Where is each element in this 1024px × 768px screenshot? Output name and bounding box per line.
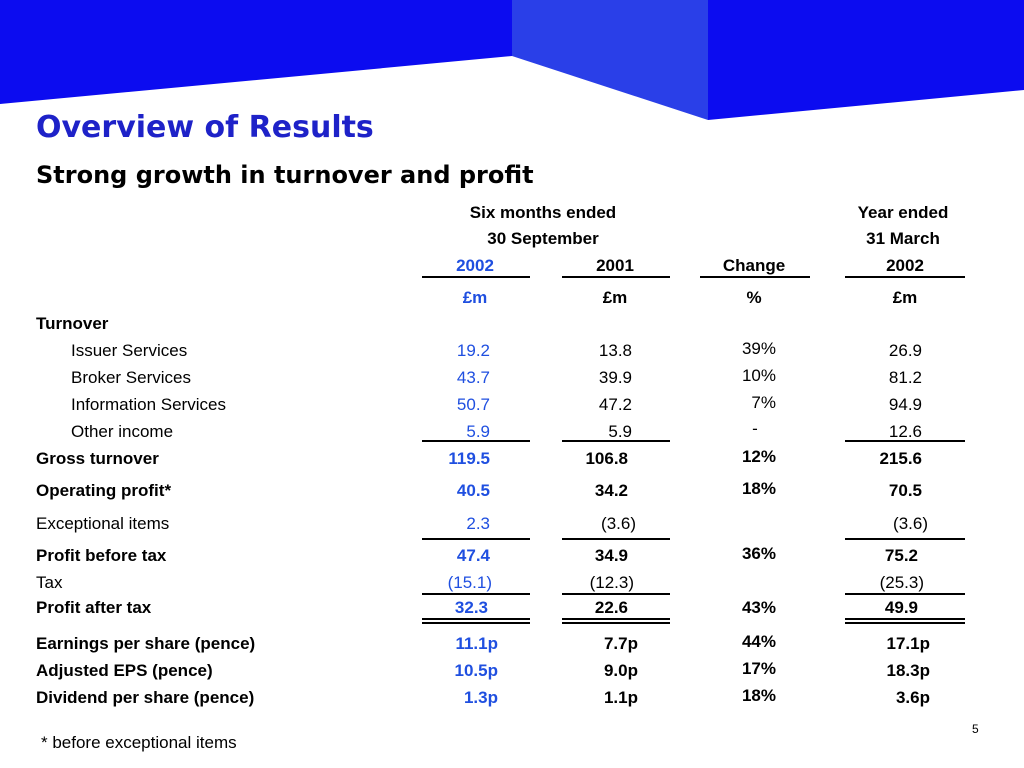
page-subtitle: Strong growth in turnover and profit bbox=[36, 161, 534, 189]
page-title: Overview of Results bbox=[36, 110, 374, 145]
row-label-profit-before-tax: Profit before tax bbox=[36, 546, 167, 565]
col-header-2001: 2001 bbox=[596, 256, 634, 275]
pat-line-year bbox=[845, 593, 965, 595]
value-year-information: 94.9 bbox=[888, 395, 922, 414]
value-2001-information: 47.2 bbox=[598, 395, 632, 414]
header-underline-2001 bbox=[562, 276, 670, 278]
row-label-turnover: Turnover bbox=[36, 314, 109, 333]
banner-right-shape bbox=[708, 0, 1024, 120]
value-year-broker: 81.2 bbox=[888, 368, 922, 387]
value-year-gross: 215.6 bbox=[879, 449, 922, 468]
row-label-exceptional-items: Exceptional items bbox=[36, 514, 170, 533]
value-2001-pbt: 34.9 bbox=[594, 546, 628, 565]
value-2002-gross: 119.5 bbox=[448, 449, 490, 468]
row-label-gross-turnover: Gross turnover bbox=[36, 449, 159, 468]
value-change-eps: 44% bbox=[741, 632, 776, 651]
value-2002-operating-profit: 40.5 bbox=[456, 481, 490, 500]
value-2002-broker: 43.7 bbox=[456, 368, 490, 387]
value-2002-dividend: 1.3p bbox=[463, 688, 498, 707]
value-2002-eps: 11.1p bbox=[455, 634, 498, 653]
value-change-information: 7% bbox=[751, 393, 776, 412]
value-year-eps: 17.1p bbox=[886, 634, 930, 653]
page-number: 5 bbox=[972, 722, 979, 736]
value-2001-tax: (12.3) bbox=[589, 573, 634, 592]
value-2001-pat: 22.6 bbox=[594, 598, 628, 617]
value-2001-operating-profit: 34.2 bbox=[594, 481, 628, 500]
row-label-dividend: Dividend per share (pence) bbox=[36, 688, 255, 707]
row-label-profit-after-tax: Profit after tax bbox=[36, 598, 152, 617]
pbt-line-2002 bbox=[422, 538, 530, 540]
value-2001-exceptional: (3.6) bbox=[601, 514, 636, 533]
unit-2001: £m bbox=[602, 288, 628, 307]
value-2002-other: 5.9 bbox=[466, 422, 490, 441]
value-2002-pat: 32.3 bbox=[454, 598, 488, 617]
header-year-ended-line1: Year ended bbox=[857, 203, 949, 222]
value-2001-other: 5.9 bbox=[608, 422, 632, 441]
row-label-issuer-services: Issuer Services bbox=[71, 341, 188, 360]
col-header-change: Change bbox=[722, 256, 786, 275]
value-2002-exceptional: 2.3 bbox=[466, 514, 490, 533]
header-six-months-line1: Six months ended bbox=[469, 203, 617, 222]
unit-2002: £m bbox=[462, 288, 488, 307]
banner-left-shape bbox=[0, 0, 512, 104]
value-year-dividend: 3.6p bbox=[895, 688, 930, 707]
value-2001-dividend: 1.1p bbox=[603, 688, 638, 707]
value-2001-adjusted-eps: 9.0p bbox=[603, 661, 638, 680]
row-label-other-income: Other income bbox=[71, 422, 174, 441]
value-2001-broker: 39.9 bbox=[598, 368, 632, 387]
pbt-line-year bbox=[845, 538, 965, 540]
header-underline-change bbox=[700, 276, 810, 278]
subtotal-line-2001 bbox=[562, 440, 670, 442]
value-change-pbt: 36% bbox=[741, 544, 776, 563]
subtotal-line-2002 bbox=[422, 440, 530, 442]
pat-line-2002 bbox=[422, 593, 530, 595]
value-year-adjusted-eps: 18.3p bbox=[886, 661, 930, 680]
row-label-operating-profit: Operating profit* bbox=[36, 481, 172, 500]
value-change-gross: 12% bbox=[741, 447, 776, 466]
col-header-year-2002: 2002 bbox=[886, 256, 924, 275]
header-underline-year bbox=[845, 276, 965, 278]
pbt-line-2001 bbox=[562, 538, 670, 540]
value-year-tax: (25.3) bbox=[879, 573, 924, 592]
value-year-operating-profit: 70.5 bbox=[888, 481, 922, 500]
header-six-months-line2: 30 September bbox=[487, 229, 599, 248]
pat-line-2001 bbox=[562, 593, 670, 595]
value-year-pbt: 75.2 bbox=[884, 546, 918, 565]
value-change-pat: 43% bbox=[741, 598, 776, 617]
value-change-other: - bbox=[752, 419, 758, 438]
value-2002-pbt: 47.4 bbox=[456, 546, 490, 565]
value-2002-tax: (15.1) bbox=[447, 573, 492, 592]
value-year-pat: 49.9 bbox=[884, 598, 918, 617]
row-label-adjusted-eps: Adjusted EPS (pence) bbox=[36, 661, 213, 680]
value-change-operating-profit: 18% bbox=[741, 479, 776, 498]
value-2001-issuer: 13.8 bbox=[598, 341, 632, 360]
value-2002-issuer: 19.2 bbox=[456, 341, 490, 360]
footnote: * before exceptional items bbox=[41, 733, 237, 752]
value-change-issuer: 39% bbox=[741, 339, 776, 358]
subtotal-line-year bbox=[845, 440, 965, 442]
row-label-information-services: Information Services bbox=[71, 395, 226, 414]
value-change-dividend: 18% bbox=[741, 686, 776, 705]
value-2001-gross: 106.8 bbox=[585, 449, 628, 468]
double-line-2002 bbox=[422, 618, 530, 624]
double-line-2001 bbox=[562, 618, 670, 624]
header-banner bbox=[0, 0, 1024, 125]
value-change-adjusted-eps: 17% bbox=[741, 659, 776, 678]
header-year-ended-line2: 31 March bbox=[866, 229, 940, 248]
value-2002-information: 50.7 bbox=[456, 395, 490, 414]
row-label-tax: Tax bbox=[36, 573, 63, 592]
row-label-broker-services: Broker Services bbox=[71, 368, 191, 387]
value-year-issuer: 26.9 bbox=[888, 341, 922, 360]
row-label-eps: Earnings per share (pence) bbox=[36, 634, 256, 653]
col-header-2002: 2002 bbox=[456, 256, 494, 275]
value-year-exceptional: (3.6) bbox=[893, 514, 928, 533]
header-underline-2002 bbox=[422, 276, 530, 278]
value-year-other: 12.6 bbox=[888, 422, 922, 441]
value-2001-eps: 7.7p bbox=[603, 634, 638, 653]
banner-fold-shape bbox=[512, 0, 708, 120]
value-2002-adjusted-eps: 10.5p bbox=[454, 661, 498, 680]
value-change-broker: 10% bbox=[741, 366, 776, 385]
unit-year: £m bbox=[892, 288, 918, 307]
unit-change: % bbox=[746, 288, 762, 307]
double-line-year bbox=[845, 618, 965, 624]
